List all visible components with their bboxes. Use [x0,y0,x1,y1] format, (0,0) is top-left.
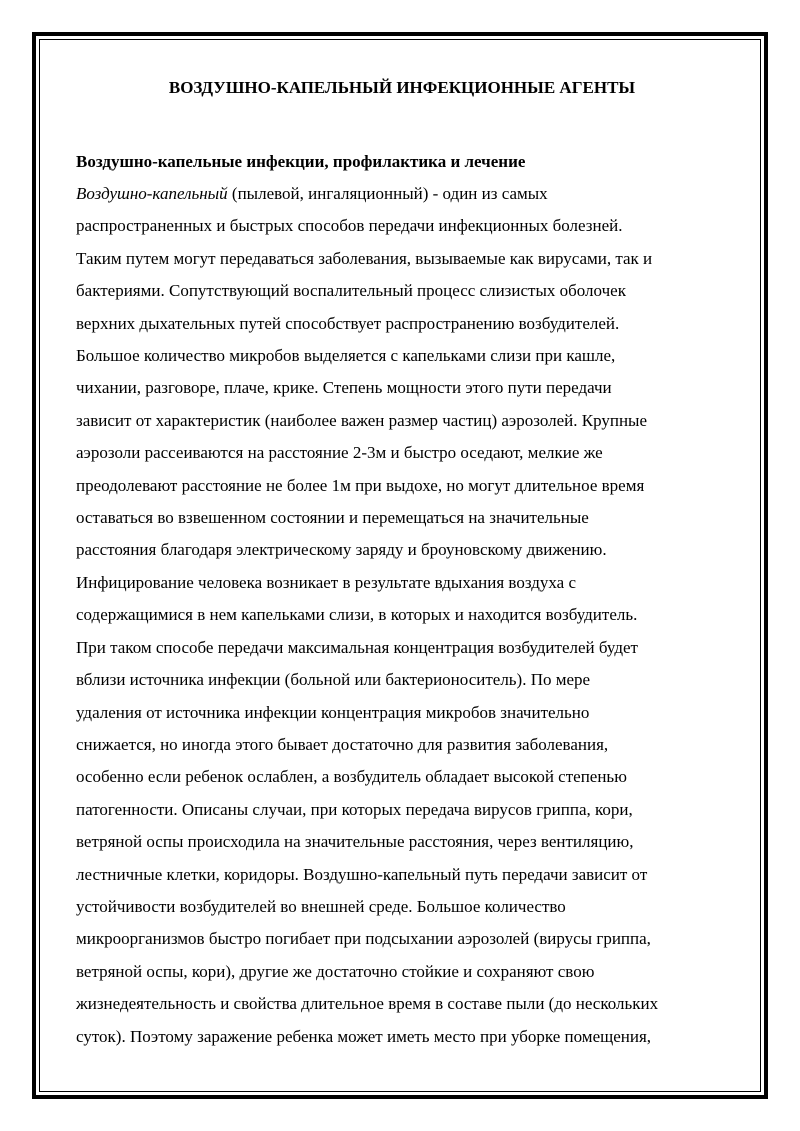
document-title: ВОЗДУШНО-КАПЕЛЬНЫЙ ИНФЕКЦИОННЫЕ АГЕНТЫ [168,78,636,97]
text-line: патогенности. Описаны случаи, при которых передача вирусов гриппа, кори, [76,799,633,819]
text-line: зависит от характеристик (наиболее важен размер частиц) аэрозолей. Крупные [76,410,648,430]
text-line: суток). Поэтому заражение ребенка может иметь место при уборке помещения, [76,1026,652,1046]
text-line: особенно если ребенок ослаблен, а возбудитель обладает высокой степенью [76,767,627,787]
intro-term: Воздушно-капельный [76,184,228,203]
document-body [76,76,728,1053]
text-line: бактериями. Сопутствующий воспалительный процесс слизистых оболочек [76,281,626,301]
text-line: распространенных и быстрых способов передачи инфекционных болезней. [76,216,623,236]
text-line: Инфицирование человека возникает в результате вдыхания воздуха с [76,572,577,592]
text-line: вблизи источника инфекции (больной или бактерионоситель). По мере [76,670,591,690]
text-line: верхних дыхательных путей способствует распространению возбудителей. [76,313,620,333]
text-line: аэрозоли рассеиваются на расстояние 2-3м и быстро оседают, мелкие же [76,443,603,463]
text-line: При таком способе передачи максимальная концентрация возбудителей будет [76,637,638,657]
text-line: удаления от источника инфекции концентрация микробов значительно [76,702,590,722]
text-line: преодолевают расстояние не более 1м при выдохе, но могут длительное время [76,475,645,495]
text-line: содержащимися в нем капельками слизи, в которых и находится возбудитель. [76,605,638,625]
text-line: лестничные клетки, коридоры. Воздушно-капельный путь передачи зависит от [76,864,648,884]
text-line: чихании, разговоре, плаче, крике. Степень мощности этого пути передачи [76,378,612,398]
text-line-content: (пылевой, ингаляционный) - один из самых [227,184,548,203]
text-line: Таким путем могут передаваться заболевания, вызываемые как вирусами, так и [76,248,653,268]
text-line: ветряной оспы происходила на значительные расстояния, через вентиляцию, [76,832,634,852]
text-line: оставаться во взвешенном состоянии и перемещаться на значительные [76,508,589,528]
text-line: снижается, но иногда этого бывает достаточно для развития заболевания, [76,734,609,754]
text-line: расстояния благодаря электрическому заряду и броуновскому движению. [76,540,607,560]
section-heading: Воздушно-капельные инфекции, профилактика и лечение [76,152,526,171]
text-line: жизнедеятельность и свойства длительное время в составе пыли (до нескольких [76,994,659,1014]
body-paragraph [76,178,728,1053]
text-line: Большое количество микробов выделяется с капельками слизи при кашле, [76,346,616,366]
text-line: устойчивости возбудителей во внешней среде. Большое количество [76,896,566,916]
text-line [76,178,728,210]
text-line: микроорганизмов быстро погибает при подсыхании аэрозолей (вирусы гриппа, [76,929,651,949]
text-line: ветряной оспы, кори), другие же достаточно стойкие и сохраняют свою [76,961,595,981]
